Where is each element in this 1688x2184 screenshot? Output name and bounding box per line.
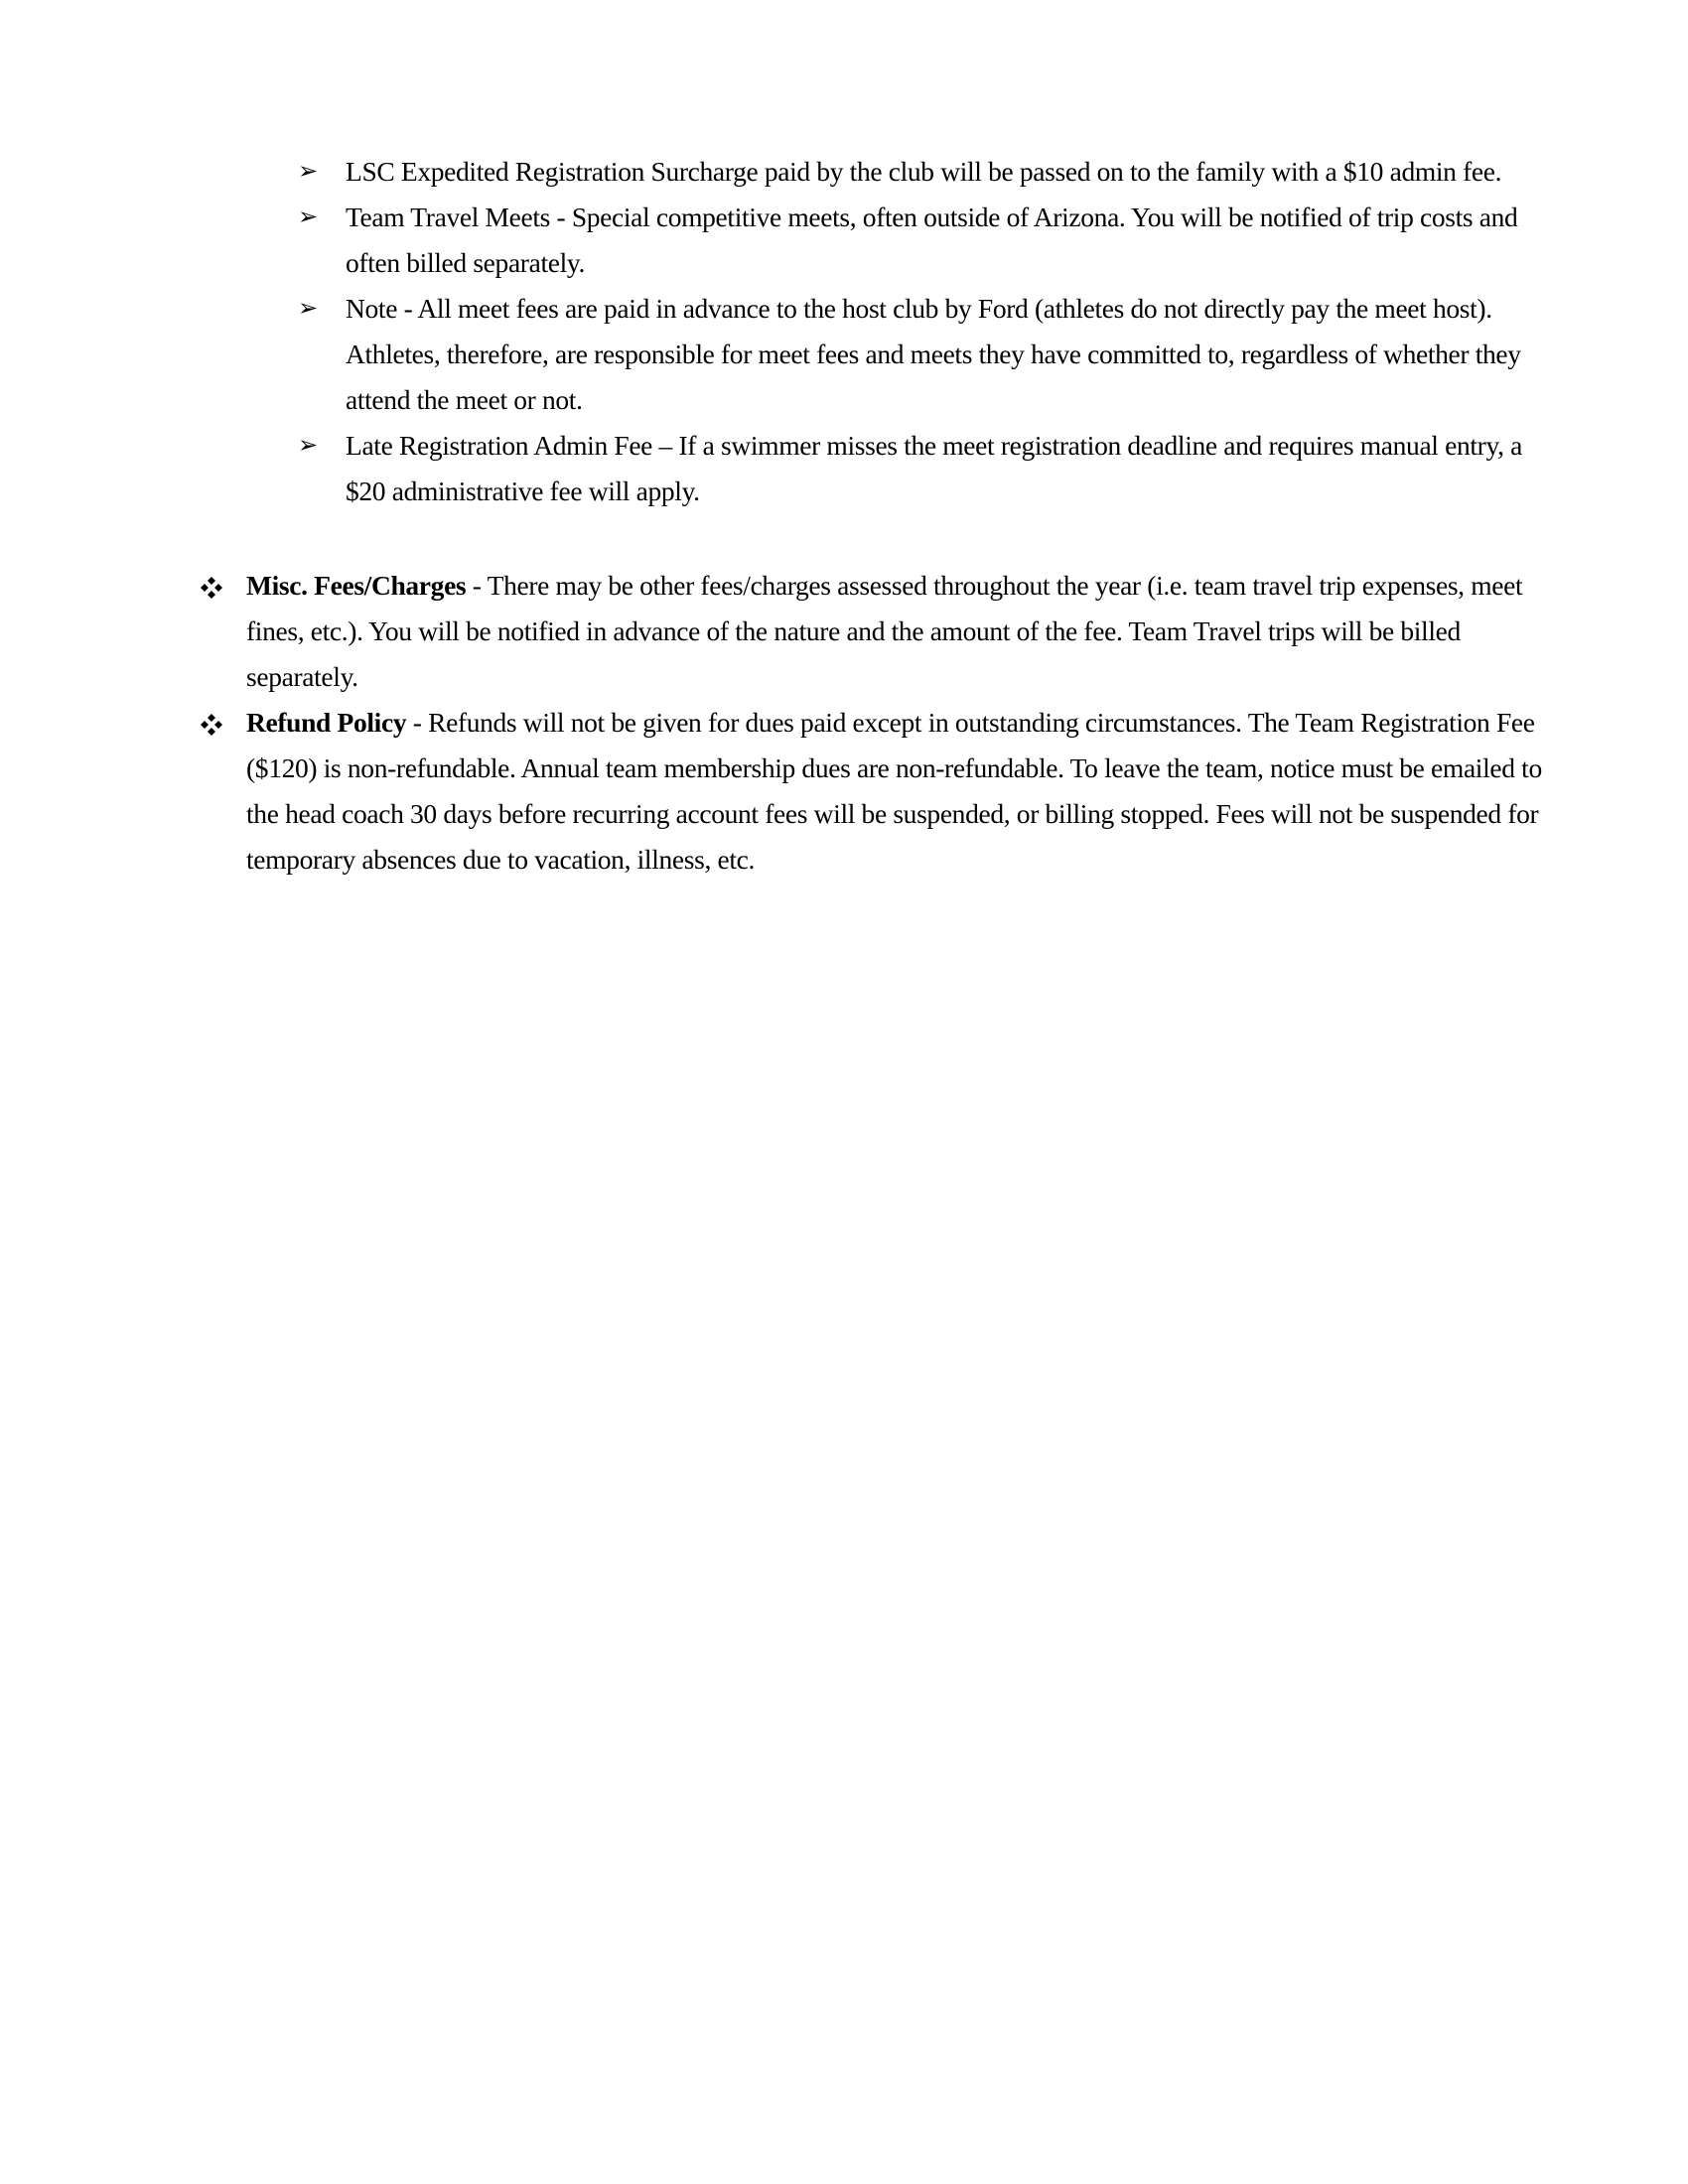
arrow-bullet-icon: ➢ <box>298 205 319 230</box>
diamond-bullet-icon <box>201 577 222 599</box>
bullet-text: - There may be other fees/charges assessed throughout the year (i.e. team travel trip expenses, meet fines, etc.). You will be notified in advance of the nature and the amount of the fee. Team Travel trips will be billed separately. <box>246 570 1523 692</box>
bullet-text: - Refunds will not be given for dues paid except in outstanding circumstances. The Team Registration Fee ($120) is non-refundable. Annual team membership dues are non-refundable. To leave the team, notice must be emailed to the head coach 30 days before recurring account fees will be suspended, or billing stopped. Fees will not be suspended for temporary absences due to vacation, illness, etc. <box>246 707 1542 875</box>
bullet-misc-fees <box>199 563 1549 700</box>
main-bullet-list <box>199 563 1549 883</box>
sub-bullet-text: LSC Expedited Registration Surcharge paid by the club will be passed on to the family with a $10 admin fee. <box>346 156 1502 187</box>
sub-bullet-meet-fees-note <box>298 286 1539 423</box>
sub-bullet-text: Note - All meet fees are paid in advance to the host club by Ford (athletes do not directly pay the meet host). Athletes, therefore, are responsible for meet fees and meets they have committed to, regardless of whether they attend the meet or not. <box>346 293 1521 415</box>
sub-bullet-text: Late Registration Admin Fee – If a swimmer misses the meet registration deadline and requires manual entry, a $20 administrative fee will apply. <box>346 430 1522 506</box>
bullet-refund-policy <box>199 700 1549 883</box>
sub-bullet-expedited-surcharge <box>298 149 1539 195</box>
diamond-bullet-icon <box>201 714 222 736</box>
sub-bullet-team-travel-meets <box>298 195 1539 286</box>
sub-bullet-list <box>298 149 1539 514</box>
bullet-term: Misc. Fees/Charges <box>246 570 467 601</box>
sub-bullet-text: Team Travel Meets - Special competitive meets, often outside of Arizona. You will be notified of trip costs and often billed separately. <box>346 202 1518 278</box>
arrow-bullet-icon: ➢ <box>298 159 319 185</box>
arrow-bullet-icon: ➢ <box>298 296 319 322</box>
bullet-term: Refund Policy <box>246 707 407 738</box>
arrow-bullet-icon: ➢ <box>298 433 319 459</box>
sub-bullet-late-registration-fee <box>298 423 1539 514</box>
